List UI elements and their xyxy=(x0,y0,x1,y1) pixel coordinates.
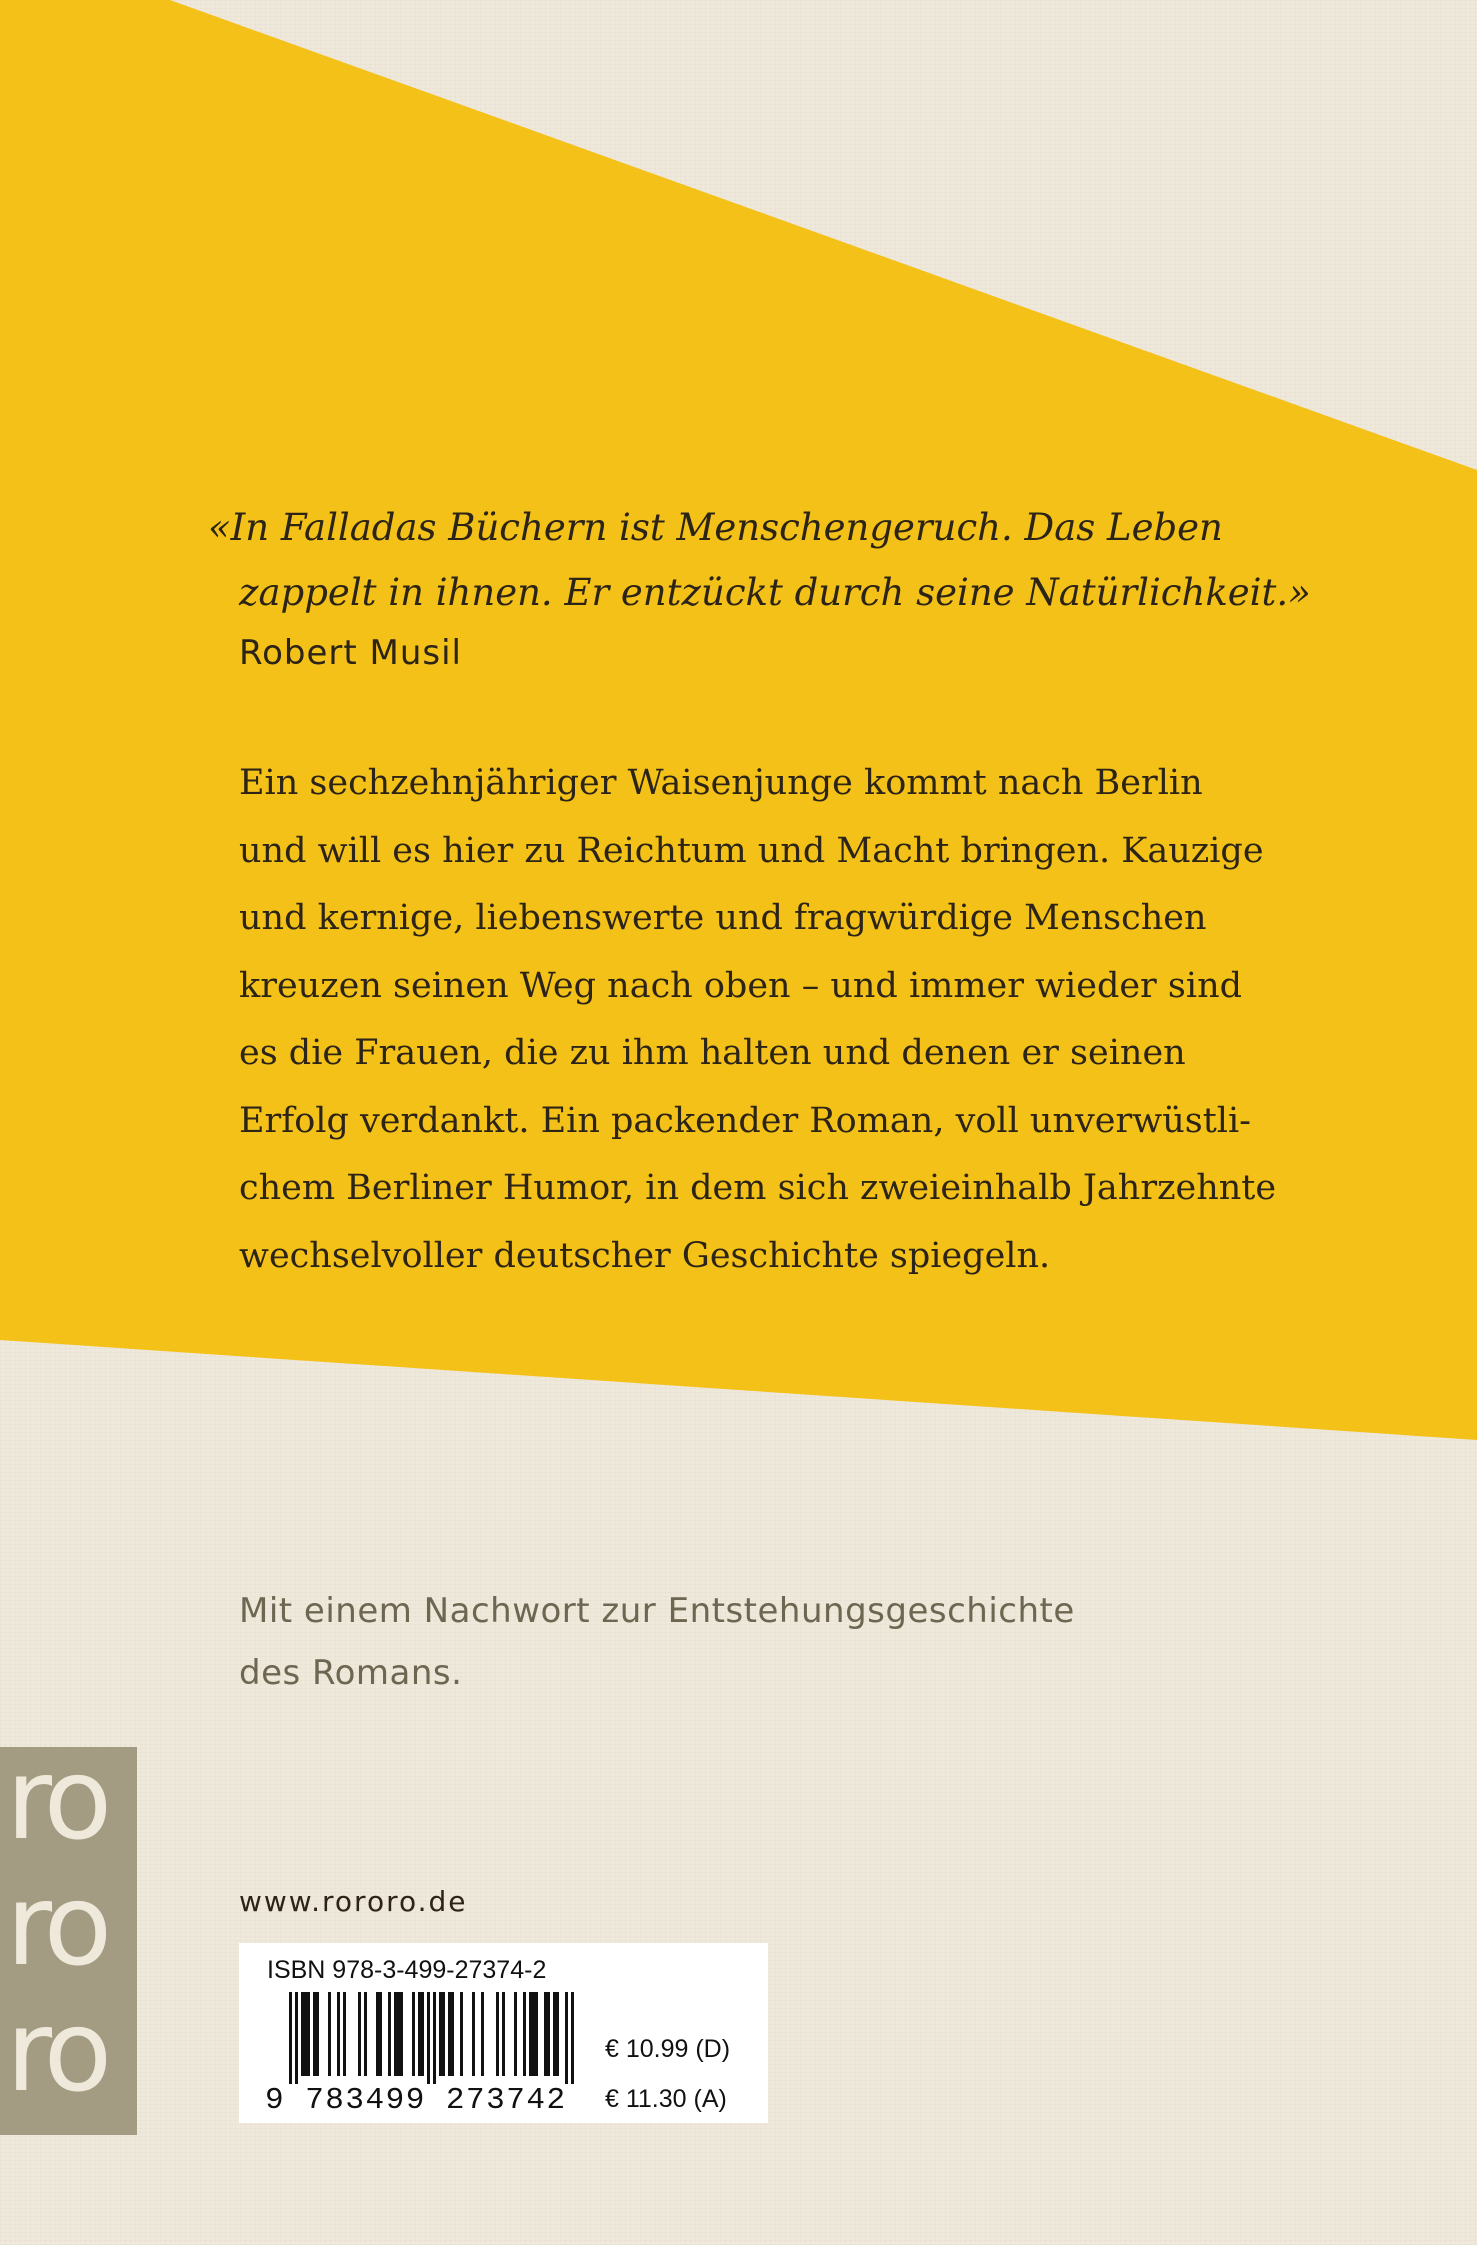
barcode-bar xyxy=(433,1992,436,2084)
barcode-bar xyxy=(535,1992,538,2076)
barcode-bar xyxy=(328,1992,331,2076)
barcode-bar xyxy=(421,1992,424,2076)
blurb-line: es die Frauen, die zu ihm halten und denen er seinen xyxy=(239,1033,1186,1073)
barcode-bar xyxy=(418,1992,421,2076)
barcode-bar xyxy=(295,1992,298,2084)
barcode-bar xyxy=(427,1992,430,2084)
ean-digits: 9 783499 273742 xyxy=(265,2083,567,2118)
blurb-line: und will es hier zu Reichtum und Macht bringen. Kauzige xyxy=(239,830,1264,871)
price-germany: € 10.99 (D) xyxy=(605,2035,731,2063)
barcode-bar xyxy=(289,1992,292,2084)
barcode-bar xyxy=(412,1992,415,2076)
barcode-bar xyxy=(358,1992,361,2076)
barcode-bar xyxy=(307,1992,310,2076)
ean-barcode xyxy=(289,1992,589,2084)
barcode-bar xyxy=(304,1992,307,2076)
barcode-bar xyxy=(523,1992,526,2076)
barcode-bar xyxy=(376,1992,379,2076)
blurb-line: kreuzen seinen Weg nach oben – und immer wieder sind xyxy=(239,965,1243,1006)
barcode-bar xyxy=(448,1992,451,2076)
barcode-bar xyxy=(388,1992,391,2076)
blurb-line: Ein sechzehnjähriger Waisenjunge kommt nach Berlin xyxy=(239,763,1203,803)
barcode-bar xyxy=(400,1992,403,2076)
barcode-bar xyxy=(565,1992,568,2084)
barcode-bar xyxy=(547,1992,550,2076)
barcode-bar xyxy=(316,1992,319,2076)
barcode-bar xyxy=(496,1992,499,2076)
book-blurb xyxy=(239,750,1399,1290)
quote-line: «In Falladas Büchern ist Menschengeruch. Das Leben xyxy=(208,506,1223,549)
logo-text: ro xyxy=(6,1861,107,1991)
barcode-bar xyxy=(451,1992,454,2076)
barcode-bar xyxy=(529,1992,532,2076)
barcode-bar xyxy=(439,1992,442,2076)
afterword-line: des Romans. xyxy=(239,1653,463,1693)
blurb-line: chem Berliner Humor, in dem sich zweieinhalb Jahrzehnte xyxy=(239,1168,1277,1208)
barcode-bar xyxy=(313,1992,316,2076)
barcode-bar xyxy=(301,1992,304,2076)
isbn-label: ISBN 978-3-499-27374-2 xyxy=(267,1956,547,1984)
blurb-line: wechselvoller deutscher Geschichte spiegeln. xyxy=(239,1235,1051,1276)
barcode-bar xyxy=(442,1992,445,2076)
barcode-bar xyxy=(364,1992,367,2076)
barcode-bar xyxy=(472,1992,475,2076)
quote-line: zappelt in ihnen. Er entzückt durch seine Natürlichkeit.» xyxy=(239,571,1311,614)
price-austria: € 11.30 (A) xyxy=(605,2085,727,2113)
barcode-bar xyxy=(502,1992,505,2076)
barcode-bar xyxy=(460,1992,463,2076)
barcode-bar xyxy=(397,1992,400,2076)
blurb-line: und kernige, liebenswerte und fragwürdige Menschen xyxy=(239,898,1207,938)
afterword-note xyxy=(239,1580,1339,1704)
barcode-bar xyxy=(481,1992,484,2076)
barcode-bar xyxy=(394,1992,397,2076)
logo-text: ro xyxy=(6,1735,107,1865)
barcode-bar xyxy=(343,1992,346,2076)
publisher-website: www.rororo.de xyxy=(239,1885,468,1918)
barcode-bar xyxy=(553,1992,556,2076)
rororo-logo xyxy=(0,1735,137,2135)
blurb-line: Erfolg verdankt. Ein packender Roman, voll unverwüstli- xyxy=(239,1100,1251,1141)
barcode-bar xyxy=(571,1992,574,2084)
barcode-bar xyxy=(379,1992,382,2076)
barcode-bar xyxy=(532,1992,535,2076)
review-quote xyxy=(208,495,1388,625)
barcode-bar xyxy=(544,1992,547,2076)
barcode-bar xyxy=(556,1992,559,2076)
barcode-panel xyxy=(239,1943,768,2123)
logo-text: ro xyxy=(6,1987,107,2117)
quote-author: Robert Musil xyxy=(239,633,463,673)
barcode-bar xyxy=(514,1992,517,2076)
afterword-line: Mit einem Nachwort zur Entstehungsgeschichte xyxy=(239,1591,1075,1631)
barcode-bar xyxy=(337,1992,340,2076)
